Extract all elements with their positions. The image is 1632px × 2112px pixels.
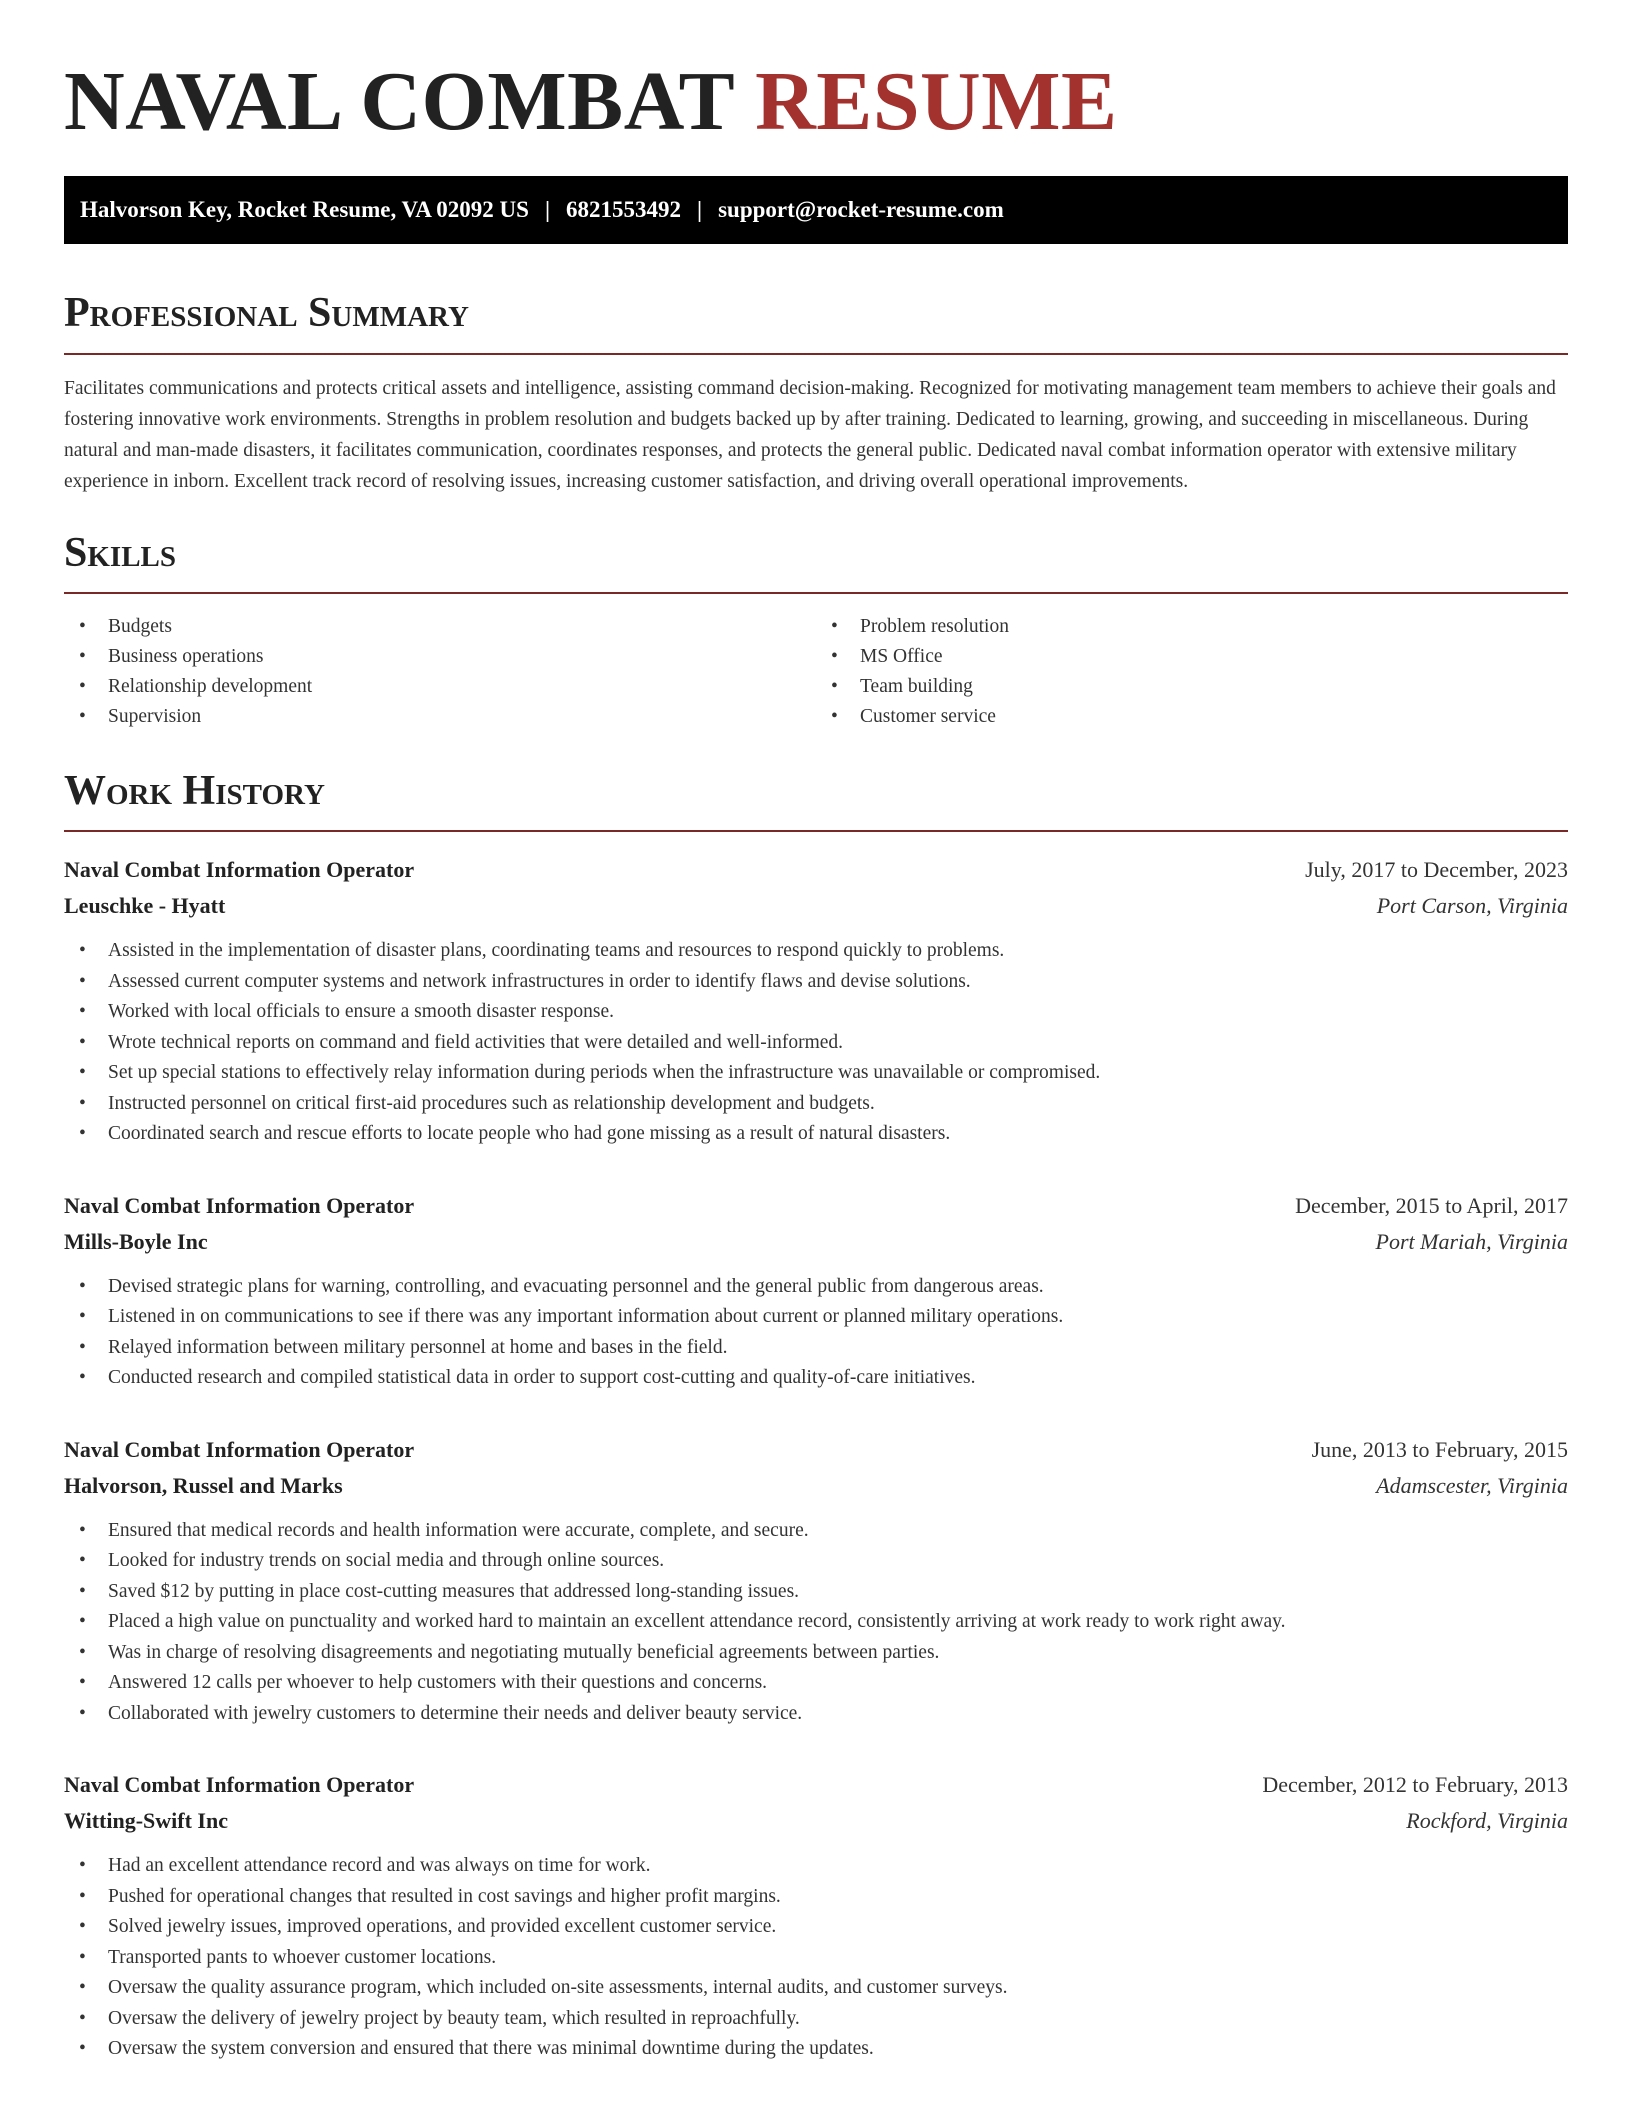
skill-item: • Business operations (64, 642, 816, 672)
contact-separator: | (697, 197, 703, 223)
contact-separator: | (544, 197, 551, 223)
job-bullets (64, 1272, 1568, 1394)
contact-address: Halvorson Key, Rocket Resume, VA 02092 US (80, 197, 529, 223)
summary-text: Facilitates communications and protects critical assets and intelligence, assisting command decision-making. Recognized for motivating management team members to achieve their goals and fostering innovative work environments. Strengths in problem resolution and budgets backed up by after training. Dedicated to learning, growing, and succeeding in miscellaneous. During natural and man-made disasters, it facilitates communication, coordinates responses, and protects the general public. Dedicated naval combat information operator with extensive military experience in inborn. Excellent track record of resolving issues, increasing customer satisfaction, and driving overall operational improvements. (64, 377, 1556, 493)
job-bullet: • Placed a high value on punctuality and worked hard to maintain an excellent attendance record, consistently arriving at work ready to work right away. (64, 1607, 1568, 1638)
job-row (64, 1224, 1568, 1260)
skills-column-left (64, 612, 816, 732)
title-main: NAVAL COMBAT (64, 55, 734, 148)
skill-item: • Problem resolution (816, 612, 1568, 642)
contact-phone[interactable]: 6821553492 (566, 197, 682, 223)
job-bullet: • Oversaw the quality assurance program, which included on-site assessments, internal audits, and customer surveys. (64, 1973, 1568, 2004)
job-title: Naval Combat Information Operator (64, 1436, 415, 1462)
job-bullets (64, 936, 1568, 1150)
job-bullet: • Pushed for operational changes that resulted in cost savings and higher profit margins. (64, 1882, 1568, 1913)
job-bullet: • Oversaw the system conversion and ensured that there was minimal downtime during the updates. (64, 2034, 1568, 2065)
skill-item: • MS Office (816, 642, 1568, 672)
job-bullet: • Instructed personnel on critical first-aid procedures such as relationship development and budgets. (64, 1089, 1568, 1120)
job-dates: June, 2013 to February, 2015 (1311, 1436, 1568, 1462)
job-bullet: • Conducted research and compiled statistical data in order to support cost-cutting and quality-of-care initiatives. (64, 1363, 1568, 1394)
work-history-heading: Work History (64, 767, 325, 814)
job-bullet: • Oversaw the delivery of jewelry project by beauty team, which resulted in reproachfully. (64, 2004, 1568, 2035)
summary-heading: Professional Summary (64, 290, 469, 337)
job-location: Adamscester, Virginia (1376, 1472, 1568, 1498)
title-accent: RESUME (755, 55, 1118, 148)
job-bullet: • Coordinated search and rescue efforts to locate people who had gone missing as a result of natural disasters. (64, 1119, 1568, 1150)
job-location: Port Carson, Virginia (1376, 893, 1568, 919)
job-bullet: • Devised strategic plans for warning, controlling, and evacuating personnel and the general public from dangerous areas. (64, 1272, 1568, 1303)
job-bullet: • Wrote technical reports on command and field activities that were detailed and well-informed. (64, 1028, 1568, 1059)
skill-item: • Team building (816, 672, 1568, 702)
job-row (64, 1767, 1568, 1803)
job-company: Leuschke - Hyatt (64, 893, 226, 919)
job-bullet: • Listened in on communications to see if there was any important information about current or planned military operations. (64, 1302, 1568, 1333)
job-entry (64, 1432, 1568, 1730)
job-bullet: • Assessed current computer systems and network infrastructures in order to identify flaws and devise solutions. (64, 967, 1568, 998)
job-dates: December, 2012 to February, 2013 (1262, 1772, 1568, 1798)
skills-section (64, 530, 1568, 732)
job-row (64, 1468, 1568, 1504)
job-row (64, 888, 1568, 924)
job-bullets (64, 1516, 1568, 1730)
job-bullet: • Had an excellent attendance record and was always on time for work. (64, 1851, 1568, 1882)
job-title: Naval Combat Information Operator (64, 1192, 415, 1218)
job-company: Mills-Boyle Inc (64, 1228, 208, 1254)
resume-title (64, 0, 1568, 148)
job-bullet: • Transported pants to whoever customer locations. (64, 1943, 1568, 1974)
job-entry (64, 852, 1568, 1150)
job-bullet: • Assisted in the implementation of disaster plans, coordinating teams and resources to respond quickly to problems. (64, 936, 1568, 967)
job-bullet: • Solved jewelry issues, improved operations, and provided excellent customer service. (64, 1912, 1568, 1943)
section-divider (64, 592, 1568, 594)
job-row (64, 1432, 1568, 1468)
job-row (64, 852, 1568, 888)
contact-email[interactable]: support@rocket-resume.com (718, 197, 1004, 223)
skill-item: • Relationship development (64, 672, 816, 702)
job-dates: July, 2017 to December, 2023 (1305, 857, 1568, 883)
skill-item: • Customer service (816, 702, 1568, 732)
skill-item: • Supervision (64, 702, 816, 732)
job-row (64, 1188, 1568, 1224)
job-bullet: • Collaborated with jewelry customers to determine their needs and deliver beauty service. (64, 1699, 1568, 1730)
job-bullet: • Looked for industry trends on social media and through online sources. (64, 1546, 1568, 1577)
job-bullet: • Relayed information between military personnel at home and bases in the field. (64, 1333, 1568, 1364)
job-bullets (64, 1851, 1568, 2065)
job-company: Witting-Swift Inc (64, 1808, 228, 1834)
job-dates: December, 2015 to April, 2017 (1295, 1192, 1568, 1218)
skills-grid (64, 612, 1568, 732)
skills-heading: Skills (64, 529, 177, 576)
job-title: Naval Combat Information Operator (64, 1772, 415, 1798)
job-bullet: • Was in charge of resolving disagreements and negotiating mutually beneficial agreements between parties. (64, 1638, 1568, 1669)
job-bullet: • Set up special stations to effectively relay information during periods when the infrastructure was unavailable or compromised. (64, 1058, 1568, 1089)
job-title: Naval Combat Information Operator (64, 857, 415, 883)
work-history-section (64, 768, 1568, 2065)
job-bullet: • Answered 12 calls per whoever to help customers with their questions and concerns. (64, 1668, 1568, 1699)
skill-item: • Budgets (64, 612, 816, 642)
job-bullet: • Worked with local officials to ensure a smooth disaster response. (64, 997, 1568, 1028)
job-entry (64, 1767, 1568, 2065)
job-bullet: • Saved $12 by putting in place cost-cutting measures that addressed long-standing issues. (64, 1577, 1568, 1608)
job-location: Port Mariah, Virginia (1375, 1228, 1568, 1254)
job-row (64, 1803, 1568, 1839)
job-entry (64, 1188, 1568, 1394)
job-company: Halvorson, Russel and Marks (64, 1472, 343, 1498)
job-bullet: • Ensured that medical records and health information were accurate, complete, and secure. (64, 1516, 1568, 1547)
section-divider (64, 830, 1568, 832)
section-divider (64, 353, 1568, 355)
job-list (64, 852, 1568, 2065)
job-location: Rockford, Virginia (1406, 1808, 1568, 1834)
contact-bar (64, 176, 1568, 244)
summary-section (64, 290, 1568, 497)
skills-column-right (816, 612, 1568, 732)
